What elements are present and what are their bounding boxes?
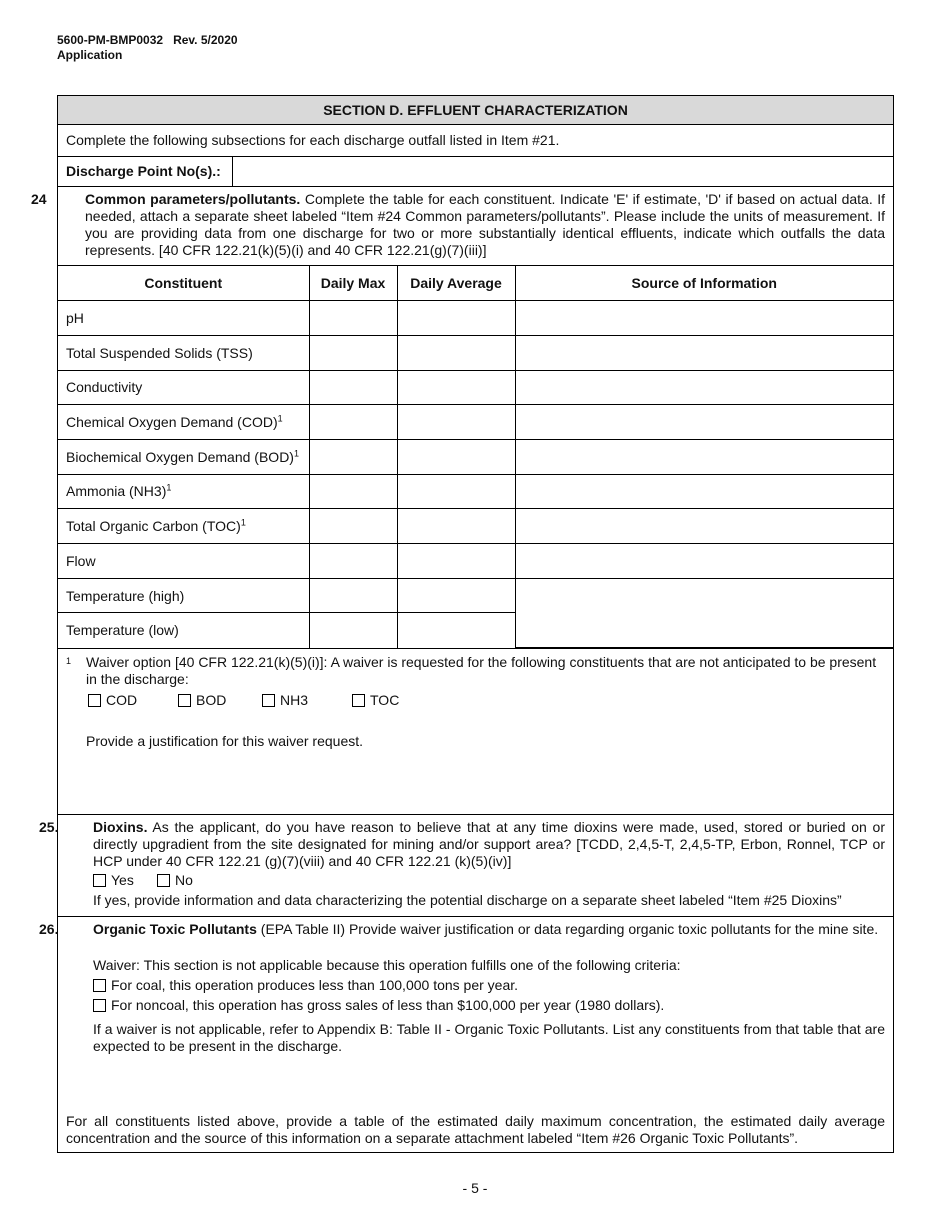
daily-average-cell[interactable] (397, 474, 515, 509)
daily-max-cell[interactable] (309, 439, 397, 474)
daily-average-cell[interactable] (397, 301, 515, 336)
constituents-table (58, 266, 893, 648)
table-row (58, 544, 893, 579)
source-cell[interactable] (515, 474, 893, 509)
checkbox-icon (262, 694, 275, 707)
discharge-point-label: Discharge Point No(s).: (58, 157, 233, 186)
daily-average-cell[interactable] (397, 613, 515, 648)
checkbox-icon (88, 694, 101, 707)
item-25-dioxins (39, 814, 893, 916)
waiver-bod-checkbox[interactable]: BOD (178, 692, 262, 709)
checkbox-icon (178, 694, 191, 707)
page-number: - 5 - (462, 1180, 488, 1196)
waiver-cod-checkbox[interactable]: COD (88, 692, 178, 709)
daily-average-cell[interactable] (397, 578, 515, 613)
checkbox-icon (352, 694, 365, 707)
document-header (57, 33, 238, 63)
item-26-text: (EPA Table II) Provide waiver justification or data regarding organic toxic pollutants for the mine site. (256, 921, 879, 938)
daily-max-cell[interactable] (309, 405, 397, 440)
constituent-name: Conductivity (58, 370, 309, 405)
daily-average-cell[interactable] (397, 370, 515, 405)
daily-max-cell[interactable] (309, 578, 397, 613)
source-cell[interactable] (515, 301, 893, 336)
table-row (58, 370, 893, 405)
daily-average-cell[interactable] (397, 439, 515, 474)
source-cell[interactable] (515, 578, 893, 647)
discharge-point-field[interactable] (233, 157, 893, 186)
item-25-number: 25. (39, 819, 59, 836)
table-row (58, 578, 893, 613)
daily-average-cell[interactable] (397, 544, 515, 579)
item-26-final-instructions: For all constituents listed above, provide a table of the estimated daily maximum concentration, the estimated daily average concentration and the source of this information on a separate attachment labeled “Item #26 Organic Toxic Pollutants”. (66, 1113, 885, 1147)
constituents-table-wrapper (58, 265, 893, 648)
coal-criteria-checkbox[interactable]: For coal, this operation produces less than 100,000 tons per year. (66, 977, 885, 994)
source-cell[interactable] (515, 370, 893, 405)
table-row (58, 474, 893, 509)
item-24-number: 24 (31, 191, 47, 207)
waiver-nh3-checkbox[interactable]: NH3 (262, 692, 352, 709)
daily-max-cell[interactable] (309, 335, 397, 370)
table-row (58, 509, 893, 544)
waiver-text: Waiver option [40 CFR 122.21(k)(5)(i)]: A waiver is requested for the following constituents that are not anticipated to be present in the discharge: (86, 654, 877, 688)
constituent-name: Total Suspended Solids (TSS) (58, 335, 309, 370)
header-daily-max: Daily Max (309, 266, 397, 301)
section-title: SECTION D. EFFLUENT CHARACTERIZATION (58, 96, 893, 124)
item-26-appendix-note: If a waiver is not applicable, refer to Appendix B: Table II - Organic Toxic Pollutants. List any constituents from that table that are expected to be present in the discharge. (93, 1021, 885, 1055)
checkbox-icon (93, 999, 106, 1012)
waiver-justification-prompt: Provide a justification for this waiver request. (86, 733, 364, 750)
waiver-option-block (58, 648, 893, 814)
checkbox-icon (93, 874, 106, 887)
daily-max-cell[interactable] (309, 301, 397, 336)
table-row (58, 335, 893, 370)
item-25-text: As the applicant, do you have reason to believe that at any time dioxins were made, used, stored or buried on or directly upgradient from the site designated for mining and/or support area? [TCDD, 2,4,5-T, 2,4,5-TP, Erbon, Ronnel, TCP or HCP under 40 CFR 122.21 (g)(7)(viii) and 40 CFR 122.21 (k)(5)(iv)] (93, 819, 885, 870)
item-26-waiver-intro: Waiver: This section is not applicable because this operation fulfills one of the following criteria: (93, 957, 681, 974)
item-26-title: Organic Toxic Pollutants (93, 921, 257, 938)
constituent-name: Temperature (low) (58, 613, 309, 648)
waiver-toc-checkbox[interactable]: TOC (352, 692, 399, 709)
source-cell[interactable] (515, 405, 893, 440)
table-row (58, 439, 893, 474)
item-24-text: Complete the table for each constituent. Indicate 'E' if estimate, 'D' if based on actual data. If needed, attach a separate sheet labeled “Item #24 Common parameters/pollutants”. Please include the units of measurement. If you are providing data from one discharge for two or more substantially identical effluents, indicate which outfalls the data represents. [40 CFR 122.21(k)(5)(i) and 40 CFR 122.21(g)(7)(iii)] (85, 191, 886, 258)
item-25-title: Dioxins. (93, 819, 148, 836)
noncoal-criteria-checkbox[interactable]: For noncoal, this operation has gross sales of less than $100,000 per year (1980 dollars). (66, 997, 885, 1014)
daily-max-cell[interactable] (309, 474, 397, 509)
section-d-form (31, 95, 894, 1153)
header-daily-average: Daily Average (397, 266, 515, 301)
dioxins-no-checkbox[interactable]: No (157, 872, 193, 889)
section-intro: Complete the following subsections for each discharge outfall listed in Item #21. (58, 124, 893, 156)
constituent-name: Ammonia $(NH3)^1$ (58, 474, 309, 509)
constituent-name: Chemical Oxygen Demand (COD)$^1$ (58, 405, 309, 440)
daily-max-cell[interactable] (309, 370, 397, 405)
item-24-instructions (31, 186, 893, 265)
table-row (58, 301, 893, 336)
dioxins-yes-checkbox[interactable]: Yes (93, 872, 157, 889)
source-cell[interactable] (515, 335, 893, 370)
daily-average-cell[interactable] (397, 335, 515, 370)
constituent-name: Flow (58, 544, 309, 579)
item-26-number: 26. (39, 921, 59, 938)
table-header-row (58, 266, 893, 301)
dioxins-answer (66, 872, 885, 889)
checkbox-icon (157, 874, 170, 887)
checkbox-icon (93, 979, 106, 992)
footnote-mark: 1 (66, 656, 72, 667)
header-source-of-information: Source of Information (515, 266, 893, 301)
item-24-title: Common parameters/pollutants. (85, 191, 301, 207)
source-cell[interactable] (515, 509, 893, 544)
document-type: Application (57, 48, 123, 62)
constituent-name: pH (58, 301, 309, 336)
item-26-organic-toxic-pollutants (39, 916, 893, 1152)
discharge-point-row (58, 156, 893, 186)
source-cell[interactable] (515, 544, 893, 579)
constituent-name: Temperature (high) (58, 578, 309, 613)
source-cell[interactable] (515, 439, 893, 474)
form-revision: Rev. 5/2020 (173, 33, 238, 47)
daily-max-cell[interactable] (309, 544, 397, 579)
table-row (58, 405, 893, 440)
daily-max-cell[interactable] (309, 509, 397, 544)
form-id: 5600-PM-BMP0032 (57, 33, 164, 47)
dioxins-followup: If yes, provide information and data characterizing the potential discharge on a separate sheet labeled “Item #25 Dioxins” (93, 892, 842, 909)
daily-max-cell[interactable] (309, 613, 397, 648)
constituent-name: Biochemical Oxygen Demand (BOD)$^1$ (58, 439, 309, 474)
daily-average-cell[interactable] (397, 405, 515, 440)
constituent-name: Total Organic Carbon (TOC)$^1$ (58, 509, 309, 544)
daily-average-cell[interactable] (397, 509, 515, 544)
header-constituent: Constituent (58, 266, 309, 301)
waiver-checkboxes (66, 692, 885, 709)
